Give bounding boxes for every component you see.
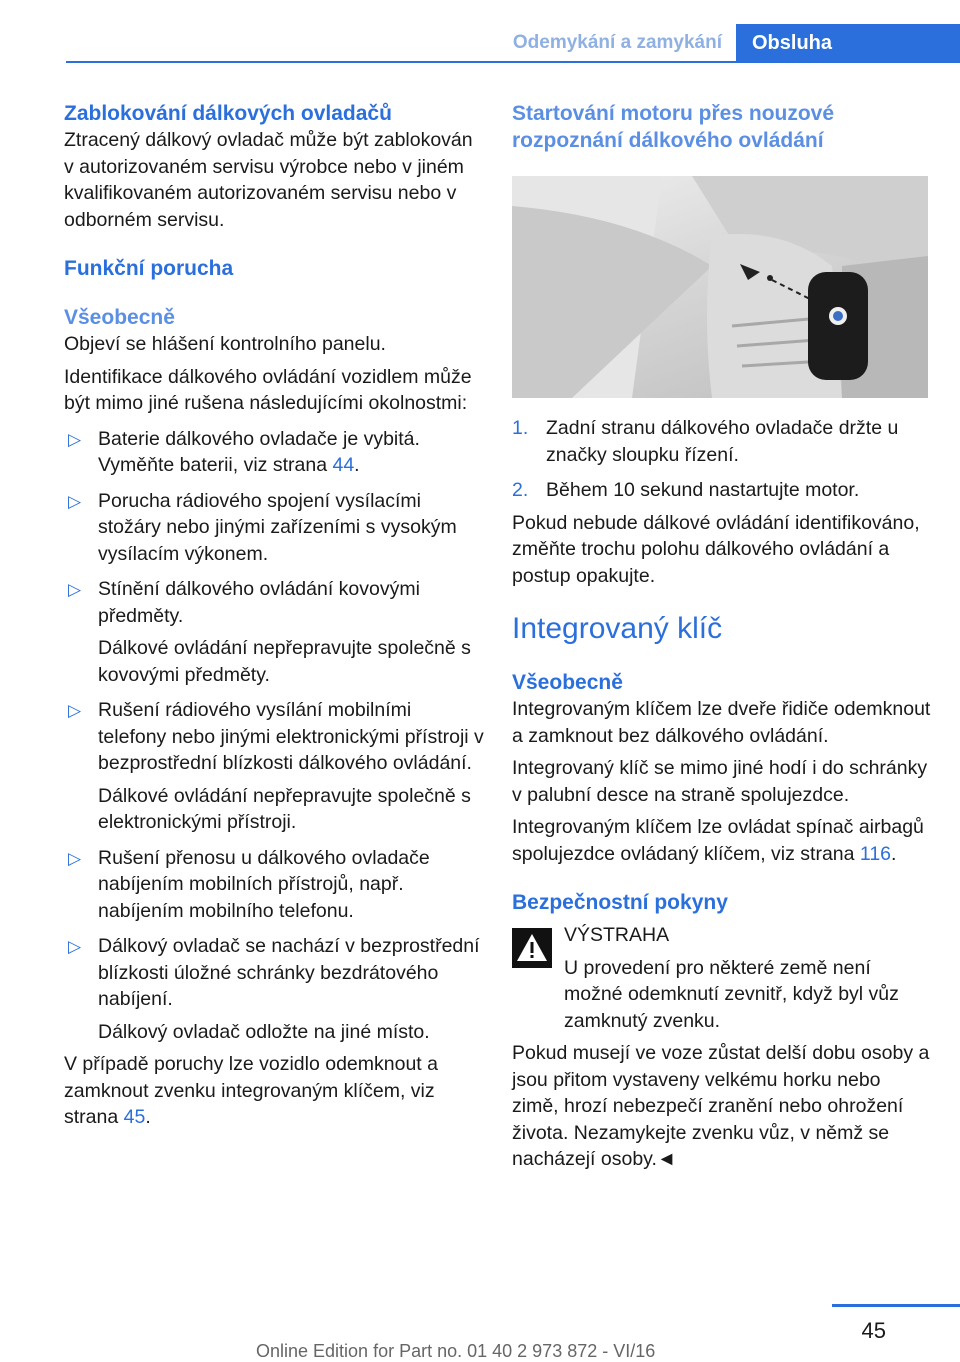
steering-column-key-photo <box>512 176 928 398</box>
right-column <box>512 100 932 1173</box>
header-chapter-tab: Obsluha <box>736 24 960 63</box>
heading-fault: Funkční porucha <box>64 257 234 280</box>
triangle-bullet-icon: ▷ <box>68 937 82 956</box>
list-item-text: Rušení přenosu u dálkového ovladače nabíjením mobilních přístrojů, např. nabíjením mobilního telefonu. <box>98 846 430 922</box>
fault-list <box>64 426 484 1046</box>
list-item-text: Porucha rádiového spojení vysílacími stožáry nebo jinými zařízeními s vysokým vysílacím výkonem. <box>98 489 457 565</box>
page-header <box>0 0 960 62</box>
edition-text: Online Edition for Part no. 01 40 2 973 872 - VI/16 <box>256 1341 656 1361</box>
paragraph-fault-unlock: V případě poruchy lze vozidlo odemknout a zamknout zvenku integrovaným klíčem, viz strana 45. <box>64 1053 438 1128</box>
warning-title: VÝSTRAHA <box>564 924 670 946</box>
page-link-116[interactable]: 116 <box>859 842 892 865</box>
left-column <box>64 100 484 1131</box>
header-section-title: Odemykání a zamykání <box>512 32 722 53</box>
list-item <box>64 933 484 1045</box>
warning-block <box>512 922 932 1034</box>
list-item-note: Dálkové ovládání nepřepravujte společně s elektronickými přístroji. <box>98 784 471 833</box>
list-item: ▷ Baterie dálkového ovladače je vybitá. Vyměňte baterii, viz strana 44. <box>68 427 420 476</box>
heading-emergency-start: Startování motoru přes nouzové rozpoznání dálkového ovládání <box>512 102 835 152</box>
step-text: Zadní stranu dálkového ovladače držte u značky sloupku řízení. <box>546 417 899 466</box>
paragraph-message: Objeví se hlášení kontrolního panelu. <box>64 333 386 355</box>
heading-safety: Bezpečnostní pokyny <box>512 891 728 914</box>
paragraph-key-airbag: Integrovaným klíčem lze ovládat spínač airbagů spolujezdce ovládaný klíčem, viz strana 116. <box>512 816 924 865</box>
step-text: Během 10 sekund nastartujte motor. <box>546 479 860 501</box>
triangle-bullet-icon: ▷ <box>68 580 82 599</box>
footer-rule <box>832 1304 960 1307</box>
photo-illustration <box>512 176 928 398</box>
list-item-text: Stínění dálkového ovládání kovovými předměty. <box>98 578 420 627</box>
page-footer <box>0 1300 960 1362</box>
paragraph-key-doors: Integrovaným klíčem lze dveře řidiče odemknout a zamknout bez dálkového ovládání. <box>512 698 931 747</box>
list-item <box>512 477 932 504</box>
paragraph-warning-persons: Pokud musejí ve voze zůstat delší dobu osoby a jsou přitom vystaveny velkému horku nebo zimě, hrozí nebezpečí zranění nebo ohrožení života. Nezamykejte zvenku vůz, v němž se nacházejí osoby.◄ <box>512 1042 930 1170</box>
heading-blocking: Zablokování dálkových ovladačů <box>64 102 392 125</box>
paragraph-blocking: Ztracený dálkový ovladač může být zablokován v autorizovaném servisu výrobce nebo v jiném kvalifikovaném autorizovaném servisu nebo v odborném servisu. <box>64 129 473 231</box>
paragraph-key-glovebox: Integrovaný klíč se mimo jiné hodí i do schránky v palubní desce na straně spolujezdce. <box>512 757 928 806</box>
triangle-bullet-icon: ▷ <box>68 848 82 868</box>
triangle-bullet-icon: ▷ <box>68 701 82 720</box>
list-item-text: Rušení rádiového vysílání mobilními telefony nebo jinými elektronickými přístroji v bezprostřední blízkosti dálkového ovládání. <box>98 699 484 774</box>
list-item <box>64 845 484 925</box>
paragraph-reposition: Pokud nebude dálkové ovládání identifikováno, změňte trochu polohu dálkového ovládání a postup opakujte. <box>512 511 920 587</box>
heading-integrated-key: Integrovaný klíč <box>512 612 723 645</box>
list-item <box>64 488 484 568</box>
warning-triangle-icon <box>512 928 552 968</box>
start-steps <box>512 415 932 504</box>
step-number: 1. <box>512 417 529 439</box>
header-rule <box>66 61 960 63</box>
page-number: 45 <box>861 1318 886 1343</box>
warning-text: U provedení pro některé země není možné odemknutí zevnitř, když byl vůz zamknutý zvenku. <box>564 956 899 1032</box>
list-item <box>64 576 484 688</box>
heading-general: Všeobecně <box>64 306 175 329</box>
triangle-bullet-icon: ▷ <box>68 491 82 511</box>
page-link-44[interactable]: 44 <box>332 454 355 476</box>
step-number: 2. <box>512 479 529 501</box>
list-item-note: Dálkové ovládání nepřepravujte společně s kovovými předměty. <box>98 637 471 686</box>
page-link-45[interactable]: 45 <box>123 1106 146 1128</box>
list-item <box>512 415 932 468</box>
list-item-text: Baterie dálkového ovladače je vybitá. Vyměňte baterii, viz strana <box>98 427 420 476</box>
list-item <box>64 697 484 836</box>
triangle-bullet-icon: ▷ <box>68 429 82 449</box>
paragraph-identification: Identifikace dálkového ovládání vozidlem může být mimo jiné rušena následujícími okolnostmi: <box>64 365 472 414</box>
heading-general-2: Všeobecně <box>512 671 623 694</box>
list-item-note: Dálkový ovladač odložte na jiné místo. <box>98 1020 430 1043</box>
list-item-text: Dálkový ovladač se nachází v bezprostřední blízkosti úložné schránky bezdrátového nabíjení. <box>98 935 480 1010</box>
